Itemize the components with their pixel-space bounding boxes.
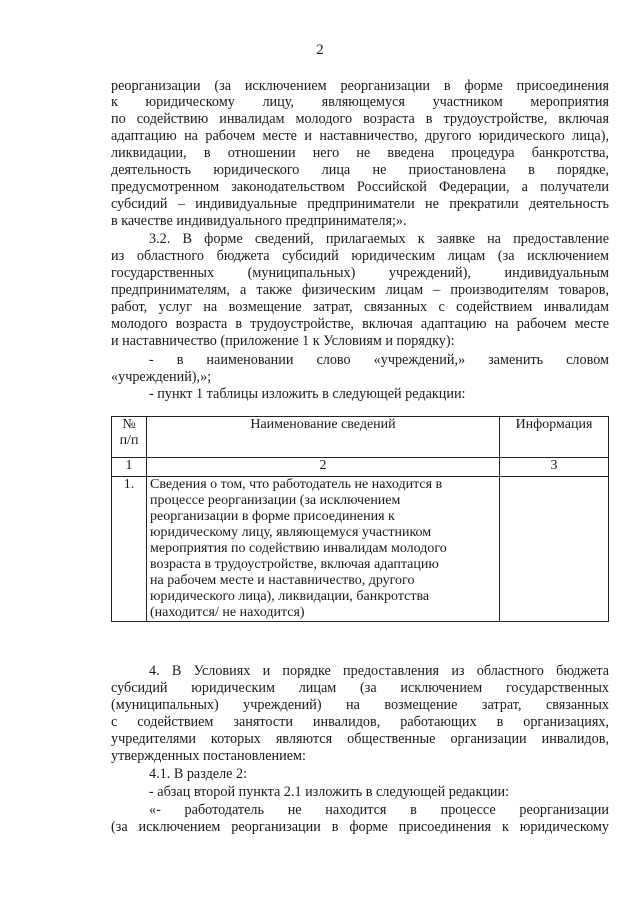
- paragraph-line: в качестве индивидуального предпринимателя;».: [111, 213, 407, 229]
- bullet-line: «учреждений),»;: [111, 369, 212, 385]
- table-row: [112, 477, 609, 622]
- table-cell-line: юридического лица), ликвидации, банкротства: [150, 589, 430, 604]
- paragraph-line: с содействием занятости инвалидов, работающих в организациях,: [111, 714, 609, 730]
- table-cell: 3: [500, 458, 609, 477]
- bullet-line: - пункт 1 таблицы изложить в следующей редакции:: [149, 386, 466, 402]
- paragraph-line: 4.1. В разделе 2:: [149, 766, 248, 782]
- table-cell: 2: [147, 458, 500, 477]
- paragraph-line: (муниципальных) учреждений) на возмещение затрат, связанных: [111, 697, 609, 713]
- paragraph-line: и наставничество (приложение 1 к Условиям и порядку):: [111, 333, 455, 349]
- paragraph-line: государственных (муниципальных) учреждений), индивидуальным: [111, 265, 609, 281]
- bullet-line: - в наименовании слово «учреждений,» заменить словом: [149, 352, 609, 368]
- table-cell-line: Сведения о том, что работодатель не находится в: [150, 477, 443, 492]
- table-cell-line: возраста в трудоустройстве, включая адаптацию: [150, 557, 439, 572]
- table-cell-info: [500, 477, 609, 622]
- paragraph-line: (за исключением реорганизации в форме присоединения к юридическому: [111, 819, 609, 835]
- info-table: [111, 416, 609, 622]
- paragraph-line: субсидий – индивидуальные предприниматели не прекратили деятельность: [111, 196, 609, 212]
- paragraph-line: по содействию инвалидам молодого возраста в трудоустройстве, включая: [111, 111, 609, 127]
- table-cell-text: [147, 477, 500, 622]
- paragraph-line: адаптацию на рабочем месте и наставничество, другого юридического лица),: [111, 128, 609, 144]
- table-cell-line: мероприятия по содействию инвалидам молодого: [150, 541, 447, 556]
- table-cell-line: реорганизации в форме присоединения к: [150, 509, 395, 524]
- paragraph-line: предпринимателям, а также физическим лицам – производителям товаров,: [111, 282, 609, 298]
- paragraph-line: деятельность юридического лица не приостановлена в порядке,: [111, 162, 609, 178]
- table-header-info: Информация: [500, 417, 609, 458]
- paragraph-line: предусмотренном законодательством Российской Федерации, а получатели: [111, 179, 609, 195]
- paragraph-line: работ, услуг на возмещение затрат, связанных с содействием инвалидам: [111, 299, 609, 315]
- paragraph-line: субсидий юридическим лицам (за исключением государственных: [111, 680, 609, 696]
- paragraph-line: 4. В Условиях и порядке предоставления из областного бюджета: [149, 663, 609, 679]
- table-cell-line: (находится/ не находится): [150, 605, 305, 620]
- table-cell-line: юридическому лицу, являющемуся участником: [150, 525, 432, 540]
- paragraph-line: молодого возраста в трудоустройстве, включая адаптацию на рабочем месте: [111, 316, 609, 332]
- paragraph-line: учредителями которых являются общественные организации инвалидов,: [111, 731, 609, 747]
- paragraph-line: ликвидации, в отношении него не введена процедура банкротства,: [111, 145, 609, 161]
- paragraph-line: из областного бюджета субсидий юридическим лицам (за исключением: [111, 248, 609, 264]
- paragraph-line: «- работодатель не находится в процессе реорганизации: [149, 802, 609, 818]
- table-header-name: Наименование сведений: [147, 417, 500, 458]
- paragraph-line: утвержденных постановлением:: [111, 748, 306, 764]
- table-cell-number: 1.: [112, 477, 147, 622]
- table-header-row: [112, 417, 609, 458]
- paragraph-line: - абзац второй пункта 2.1 изложить в следующей редакции:: [149, 784, 510, 800]
- paragraph-line: 3.2. В форме сведений, прилагаемых к заявке на предоставление: [149, 231, 609, 247]
- paragraph-line: реорганизации (за исключением реорганизации в форме присоединения: [111, 78, 609, 94]
- table-cell: 1: [112, 458, 147, 477]
- table-cell-line: процессе реорганизации (за исключением: [150, 493, 401, 508]
- table-numbering-row: [112, 458, 609, 477]
- table-cell-line: на рабочем месте и наставничество, другого: [150, 573, 415, 588]
- page-number: 2: [316, 42, 324, 58]
- paragraph-line: к юридическому лицу, являющемуся участником мероприятия: [111, 94, 609, 110]
- table-header-number: № п/п: [112, 417, 147, 458]
